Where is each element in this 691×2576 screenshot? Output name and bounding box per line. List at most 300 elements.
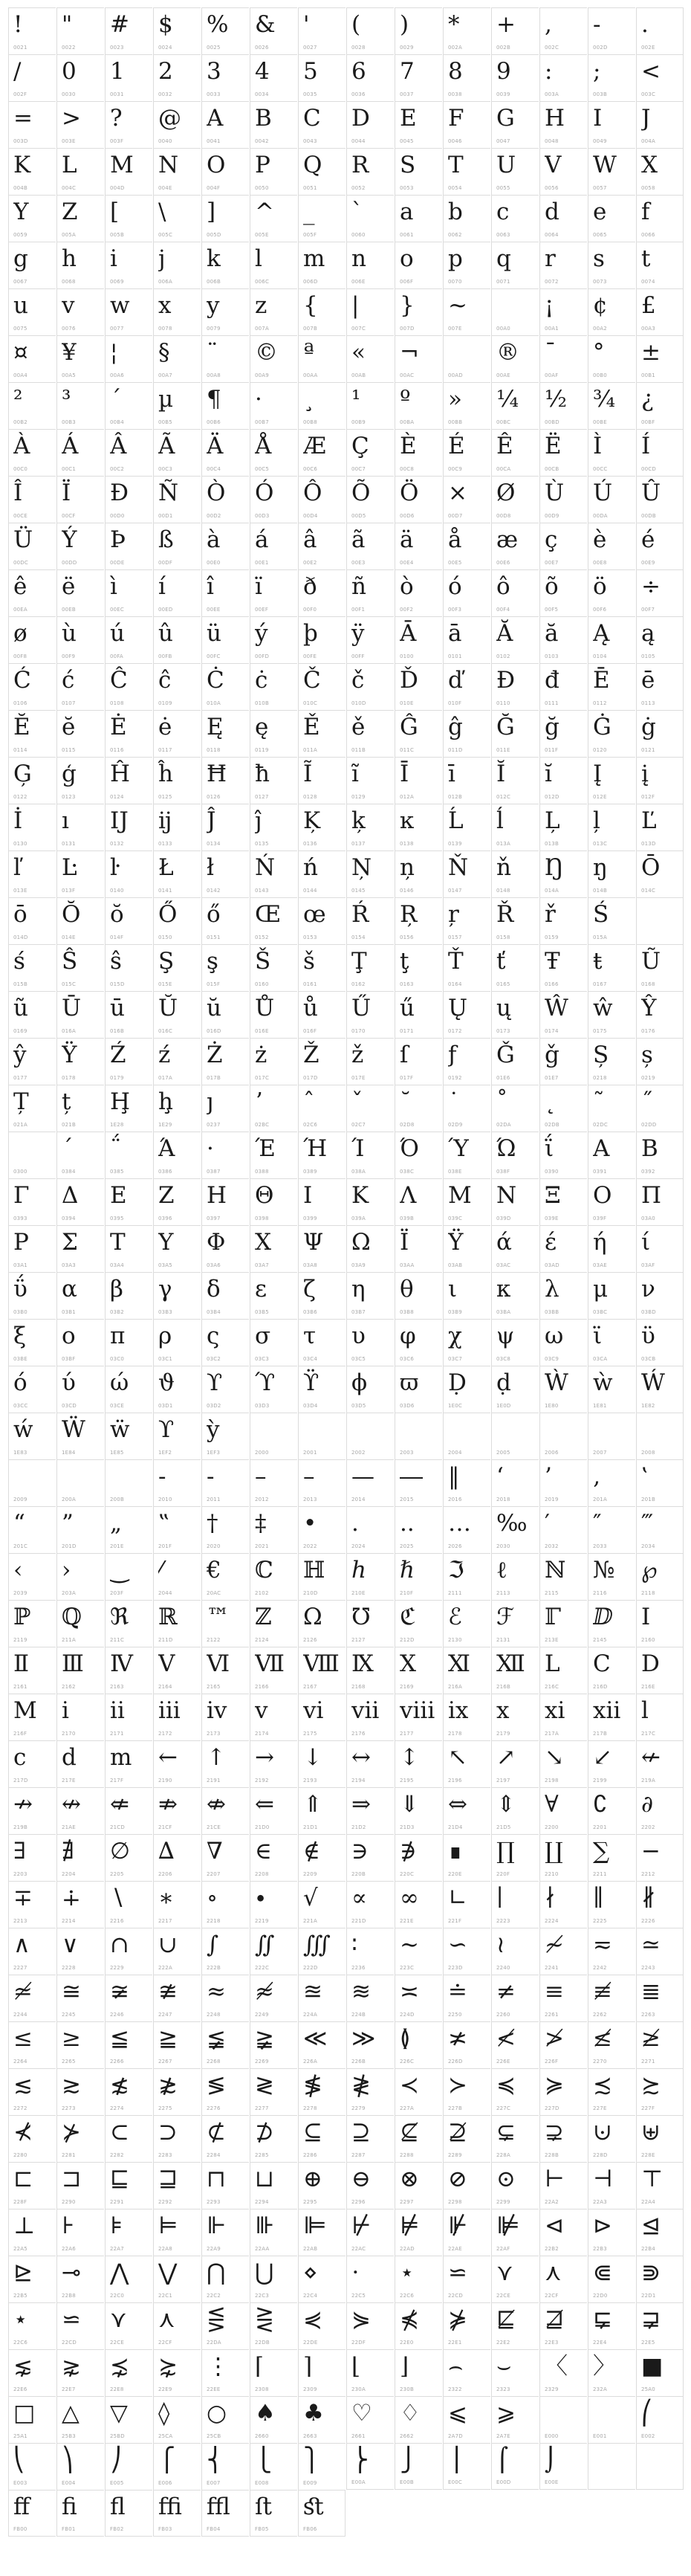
glyph-codepoint: 2008 [641,1450,655,1456]
glyph-codepoint: 0126 [207,794,221,800]
glyph-character: < [641,58,661,85]
glyph-character: Ĕ [13,714,30,740]
glyph-character: ξ [13,1323,27,1349]
glyph-codepoint: 2195 [400,1778,414,1783]
glyph-codepoint: 22C2 [207,2293,221,2299]
glyph-codepoint: 01E6 [496,1075,510,1081]
glyph-codepoint: 2264 [13,2059,27,2065]
glyph-cell [250,1178,297,1225]
glyph-cell [491,1178,539,1225]
glyph-character: ⊇ [351,2119,371,2146]
glyph-codepoint: 0152 [255,934,269,940]
glyph-cell [443,195,490,242]
glyph-character: ϑ [158,1369,175,1396]
glyph-character: Ğ [496,714,515,740]
glyph-cell [395,616,442,663]
glyph-cell [298,757,346,804]
glyph-codepoint: 2216 [110,1918,124,1924]
glyph-codepoint: 00EE [207,607,221,613]
glyph-cell [105,195,152,242]
glyph-codepoint: 02C7 [351,1122,366,1128]
glyph-character: ò [400,573,414,600]
glyph-codepoint: 00E5 [448,560,462,566]
glyph-codepoint: 0049 [593,138,607,144]
glyph-character: ⊋ [545,2119,564,2146]
glyph-codepoint: 2218 [207,1918,221,1924]
glyph-cell [105,2396,152,2443]
glyph-cell [201,1319,249,1366]
glyph-codepoint: 2020 [207,1543,221,1549]
glyph-codepoint: 0047 [496,138,510,144]
glyph-cell [491,2209,539,2256]
glyph-cell [250,1975,297,2021]
glyph-cell [346,1928,394,1975]
glyph-codepoint: 0192 [448,1075,462,1081]
glyph-codepoint: E008 [255,2480,269,2486]
glyph-codepoint: 0384 [62,1169,76,1175]
glyph-codepoint: 0123 [62,794,76,800]
glyph-cell [298,944,346,991]
glyph-character: ¹ [351,386,361,413]
glyph-codepoint: 03C5 [351,1356,366,1362]
glyph-cell [56,1366,104,1413]
glyph-character: ≉ [255,1978,274,2005]
glyph-codepoint: 0071 [496,279,510,285]
glyph-cell [636,335,684,382]
glyph-cell [153,1366,201,1413]
glyph-cell [636,476,684,523]
glyph-cell [56,148,104,195]
glyph-character: ﬃ [158,2493,182,2520]
glyph-codepoint: 2289 [448,2152,462,2158]
glyph-character: ë [62,573,76,600]
glyph-cell [346,429,394,476]
glyph-character: Ê [496,433,513,459]
glyph-cell [588,1272,635,1319]
glyph-character: ○ [207,2400,227,2427]
glyph-codepoint: 21D4 [448,1824,463,1830]
glyph-codepoint: 22C6 [400,2293,415,2299]
glyph-codepoint: 0109 [158,700,172,706]
glyph-cell [105,2256,152,2302]
glyph-codepoint: E00D [496,2479,511,2485]
glyph-cell [443,101,490,148]
glyph-character: ζ [303,1276,316,1302]
glyph-character: r [545,245,556,272]
glyph-character: ⎭ [400,2447,418,2473]
glyph-character: ĵ [255,807,262,834]
glyph-character: • [303,1510,317,1537]
glyph-cell [588,944,635,991]
glyph-codepoint: 0066 [641,232,655,238]
glyph-codepoint: 0057 [593,185,607,191]
glyph-character: ⋞ [303,2306,322,2333]
glyph-cell [105,1459,152,1506]
glyph-cell [346,1647,394,1694]
glyph-codepoint: 219B [13,1824,27,1830]
glyph-character: p [448,245,463,272]
glyph-character: ⇍ [110,1791,129,1818]
glyph-codepoint: 0142 [207,888,221,894]
glyph-cell [539,1225,587,1272]
glyph-cell [346,569,394,616]
glyph-character: ⇐ [255,1791,274,1818]
glyph-codepoint: 015F [207,981,221,987]
glyph-character: î [207,573,214,600]
glyph-character: ⋎ [110,2306,127,2333]
glyph-character: ě [351,714,366,740]
glyph-cell [636,1085,684,1132]
glyph-codepoint: 22C4 [303,2293,318,2299]
glyph-character: º [400,386,411,413]
glyph-codepoint: 22E0 [400,2340,414,2346]
glyph-cell [105,429,152,476]
glyph-character: ⇕ [496,1791,516,1818]
glyph-codepoint: 2308 [255,2386,269,2392]
glyph-codepoint: FB04 [207,2526,221,2532]
glyph-codepoint: 00E9 [641,560,655,566]
glyph-cell [298,1178,346,1225]
glyph-codepoint: 00DC [13,560,28,566]
glyph-cell [105,2209,152,2256]
glyph-cell [491,1928,539,1975]
glyph-cell [201,1132,249,1178]
glyph-cell [346,1694,394,1740]
glyph-codepoint: 0390 [545,1169,559,1175]
glyph-character: ⊪ [255,2212,275,2239]
glyph-cell [491,288,539,335]
glyph-character: ⊨ [158,2212,178,2239]
glyph-cell [588,1225,635,1272]
glyph-character: ↚ [641,1744,661,1771]
glyph-codepoint: 2170 [62,1731,76,1737]
glyph-character: Ⅴ [158,1650,175,1677]
glyph-character: , [545,11,552,38]
glyph-codepoint: 2172 [158,1731,172,1737]
glyph-character: Ü [13,526,33,553]
glyph-codepoint: 212D [400,1637,415,1643]
glyph-codepoint: 2261 [545,2012,559,2018]
glyph-cell [395,101,442,148]
glyph-cell [298,1694,346,1740]
glyph-cell [443,476,490,523]
glyph-character: ℙ [13,1604,31,1630]
glyph-character: í [158,573,166,600]
glyph-codepoint: 2274 [110,2105,124,2111]
glyph-character: µ [158,386,174,413]
glyph-character: [ [110,198,120,225]
glyph-cell [56,1647,104,1694]
glyph-cell [539,1553,587,1600]
glyph-character: Ò [207,480,226,506]
glyph-cell [298,804,346,850]
glyph-character: ‿ [110,1557,129,1584]
glyph-cell [491,1600,539,1647]
glyph-codepoint: 22DA [207,2340,221,2346]
glyph-character: ň [496,854,511,881]
glyph-cell [298,850,346,897]
glyph-character: ⎨ [207,2447,224,2473]
glyph-codepoint: 03CD [62,1403,77,1409]
glyph-character: Ù [545,480,565,506]
glyph-cell [588,1506,635,1553]
glyph-codepoint: 0157 [448,934,462,940]
glyph-character: ! [13,11,23,38]
glyph-codepoint: 2174 [255,1731,269,1737]
glyph-character: ⊢ [545,2166,565,2192]
glyph-character: ˙ [448,1088,460,1115]
glyph-character: ≵ [158,2072,178,2099]
glyph-character: ã [351,526,366,553]
glyph-codepoint: 2267 [158,2059,172,2065]
glyph-cell [201,1600,249,1647]
glyph-cell [443,2396,490,2443]
glyph-cell [636,897,684,944]
glyph-codepoint: 2130 [448,1637,462,1643]
glyph-cell [443,2256,490,2302]
glyph-character: Ḩ [110,1088,131,1115]
glyph-cell [636,1459,684,1506]
glyph-codepoint: 00CA [496,466,511,472]
glyph-character: ō [13,901,27,928]
glyph-character: φ [400,1323,416,1349]
glyph-cell [443,1740,490,1787]
glyph-cell [153,1647,201,1694]
glyph-codepoint: 00C9 [448,466,463,472]
glyph-character: ώ [110,1369,129,1396]
glyph-cell [636,2021,684,2068]
glyph-character: ⌢ [448,2353,464,2380]
glyph-codepoint: 00EA [13,607,27,613]
glyph-cell [443,1413,490,1459]
glyph-character: ≹ [351,2072,371,2099]
glyph-cell [443,2162,490,2209]
glyph-cell [491,2349,539,2396]
glyph-character: ñ [351,573,366,600]
glyph-cell [56,2162,104,2209]
glyph-character: ι [448,1276,458,1302]
glyph-character: Ĩ [303,761,313,787]
glyph-character: ψ [496,1323,515,1349]
glyph-codepoint: 011B [351,747,366,753]
glyph-character: ? [110,105,123,132]
glyph-cell [346,897,394,944]
glyph-codepoint: 227F [641,2105,655,2111]
glyph-codepoint: 0129 [351,794,366,800]
glyph-codepoint: 21CD [110,1824,125,1830]
glyph-character: ∉ [303,1838,320,1865]
glyph-codepoint: 2206 [158,1871,172,1877]
glyph-cell [105,710,152,757]
glyph-codepoint: 2113 [496,1590,510,1596]
glyph-cell [395,1694,442,1740]
glyph-codepoint: 216A [448,1684,462,1690]
glyph-codepoint: 0110 [496,700,510,706]
glyph-character: ' [303,11,310,38]
glyph-codepoint: 0028 [351,45,366,51]
glyph-cell [153,476,201,523]
glyph-character: ķ [351,807,366,834]
glyph-codepoint: 22CF [545,2293,559,2299]
glyph-codepoint: 2173 [207,1731,221,1737]
glyph-codepoint: 0055 [496,185,510,191]
glyph-character: ń [303,854,318,881]
glyph-codepoint: 228D [593,2152,608,2158]
glyph-cell [56,1225,104,1272]
glyph-codepoint: 2178 [448,1731,462,1737]
glyph-character: ⋦ [13,2353,33,2380]
glyph-cell [443,242,490,288]
glyph-cell [8,1647,56,1694]
glyph-character: ś [13,948,25,975]
glyph-codepoint: 00A3 [641,326,655,332]
glyph-cell [395,1740,442,1787]
glyph-cell [395,804,442,850]
glyph-codepoint: 014F [110,934,124,940]
glyph-character: Ε [110,1182,127,1209]
glyph-cell [636,663,684,710]
glyph-codepoint: 0112 [593,700,607,706]
glyph-character: ũ [13,995,28,1021]
glyph-character: A [207,105,224,132]
glyph-codepoint: 2243 [641,1965,655,1971]
glyph-cell [8,2396,56,2443]
glyph-character: ≀ [496,1931,505,1958]
glyph-codepoint: 013D [641,841,656,847]
glyph-codepoint: 2198 [545,1778,559,1783]
glyph-codepoint: 0153 [303,934,317,940]
glyph-cell [201,1881,249,1928]
glyph-cell [105,1132,152,1178]
glyph-character: ß [158,526,174,553]
glyph-cell [298,1085,346,1132]
glyph-codepoint: 2024 [351,1543,366,1549]
glyph-cell [491,242,539,288]
glyph-character: t [641,245,651,272]
glyph-codepoint: 2205 [110,1871,124,1877]
glyph-codepoint: 22D1 [641,2293,656,2299]
glyph-cell [588,757,635,804]
glyph-character: . [641,11,649,38]
glyph-cell [8,429,56,476]
glyph-cell [539,2256,587,2302]
glyph-codepoint: 038E [448,1169,462,1175]
glyph-cell [395,195,442,242]
glyph-character: Ñ [158,480,179,506]
glyph-codepoint: 021B [62,1122,76,1128]
glyph-codepoint: 0148 [496,888,510,894]
glyph-codepoint: 0125 [158,794,172,800]
glyph-character: ţ [400,948,409,975]
glyph-character: j [158,245,166,272]
glyph-cell [298,2256,346,2302]
glyph-character: ẃ [13,1416,33,1443]
glyph-cell [491,1975,539,2021]
glyph-codepoint: 0056 [545,185,559,191]
glyph-character: õ [545,573,559,600]
glyph-cell [636,1600,684,1647]
glyph-character: ↓ [303,1744,322,1771]
glyph-character: Ĳ [110,807,129,834]
glyph-cell [298,2349,346,2396]
glyph-character: ⊭ [400,2212,420,2239]
glyph-cell [250,804,297,850]
glyph-character: ļ [593,807,600,834]
glyph-cell [201,2349,249,2396]
glyph-character: ⩽ [448,2400,467,2427]
glyph-cell [491,1413,539,1459]
glyph-codepoint: 0060 [351,232,366,238]
glyph-cell [443,335,490,382]
glyph-character: ℧ [351,1604,371,1630]
glyph-character: v [62,292,75,319]
glyph-cell [395,429,442,476]
glyph-character: ⎛ [641,2400,653,2427]
glyph-character: △ [62,2400,80,2427]
glyph-codepoint: 2191 [207,1778,221,1783]
glyph-cell [298,1319,346,1366]
glyph-codepoint: 22AB [303,2246,318,2252]
glyph-cell [346,2443,394,2490]
glyph-cell [443,7,490,54]
glyph-character: ť [496,948,506,975]
glyph-character: ⊃ [158,2119,178,2146]
glyph-character: γ [158,1276,172,1302]
glyph-codepoint: 00E4 [400,560,414,566]
glyph-cell [443,569,490,616]
glyph-codepoint: FB05 [255,2526,269,2532]
glyph-character: ό [13,1369,27,1396]
glyph-codepoint: 22A2 [545,2199,559,2205]
glyph-codepoint: 220E [448,1871,462,1877]
glyph-cell [395,1319,442,1366]
glyph-cell [636,288,684,335]
glyph-codepoint: 015A [593,934,607,940]
glyph-character: Ż [207,1042,223,1068]
glyph-character: ħ [255,761,270,787]
glyph-character: S [400,152,416,178]
glyph-codepoint: E00C [448,2479,463,2485]
glyph-character: Ⅱ [13,1650,30,1677]
glyph-codepoint: 0107 [62,700,76,706]
glyph-character: ª [303,339,314,366]
glyph-codepoint: 21D0 [255,1824,270,1830]
glyph-cell [8,1459,56,1506]
glyph-codepoint: 2163 [110,1684,124,1690]
glyph-character: Ο [593,1182,612,1209]
glyph-cell [443,2068,490,2115]
glyph-cell [636,1225,684,1272]
glyph-codepoint: 03B7 [351,1309,366,1315]
glyph-codepoint: 2284 [207,2152,221,2158]
glyph-codepoint: 00B6 [207,419,221,425]
glyph-cell [153,1413,201,1459]
glyph-character: & [255,11,276,38]
glyph-character: ■ [641,2353,664,2380]
glyph-cell [298,429,346,476]
glyph-codepoint: 2025 [400,1543,414,1549]
glyph-cell [250,2256,297,2302]
glyph-character: ċ [255,667,268,694]
glyph-character: Η [207,1182,227,1209]
glyph-cell [250,1413,297,1459]
glyph-cell [588,1366,635,1413]
glyph-cell [153,757,201,804]
glyph-codepoint: 22D0 [593,2293,608,2299]
glyph-codepoint: 22E3 [545,2340,559,2346]
glyph-codepoint: 2111 [448,1590,462,1596]
glyph-cell [105,7,152,54]
